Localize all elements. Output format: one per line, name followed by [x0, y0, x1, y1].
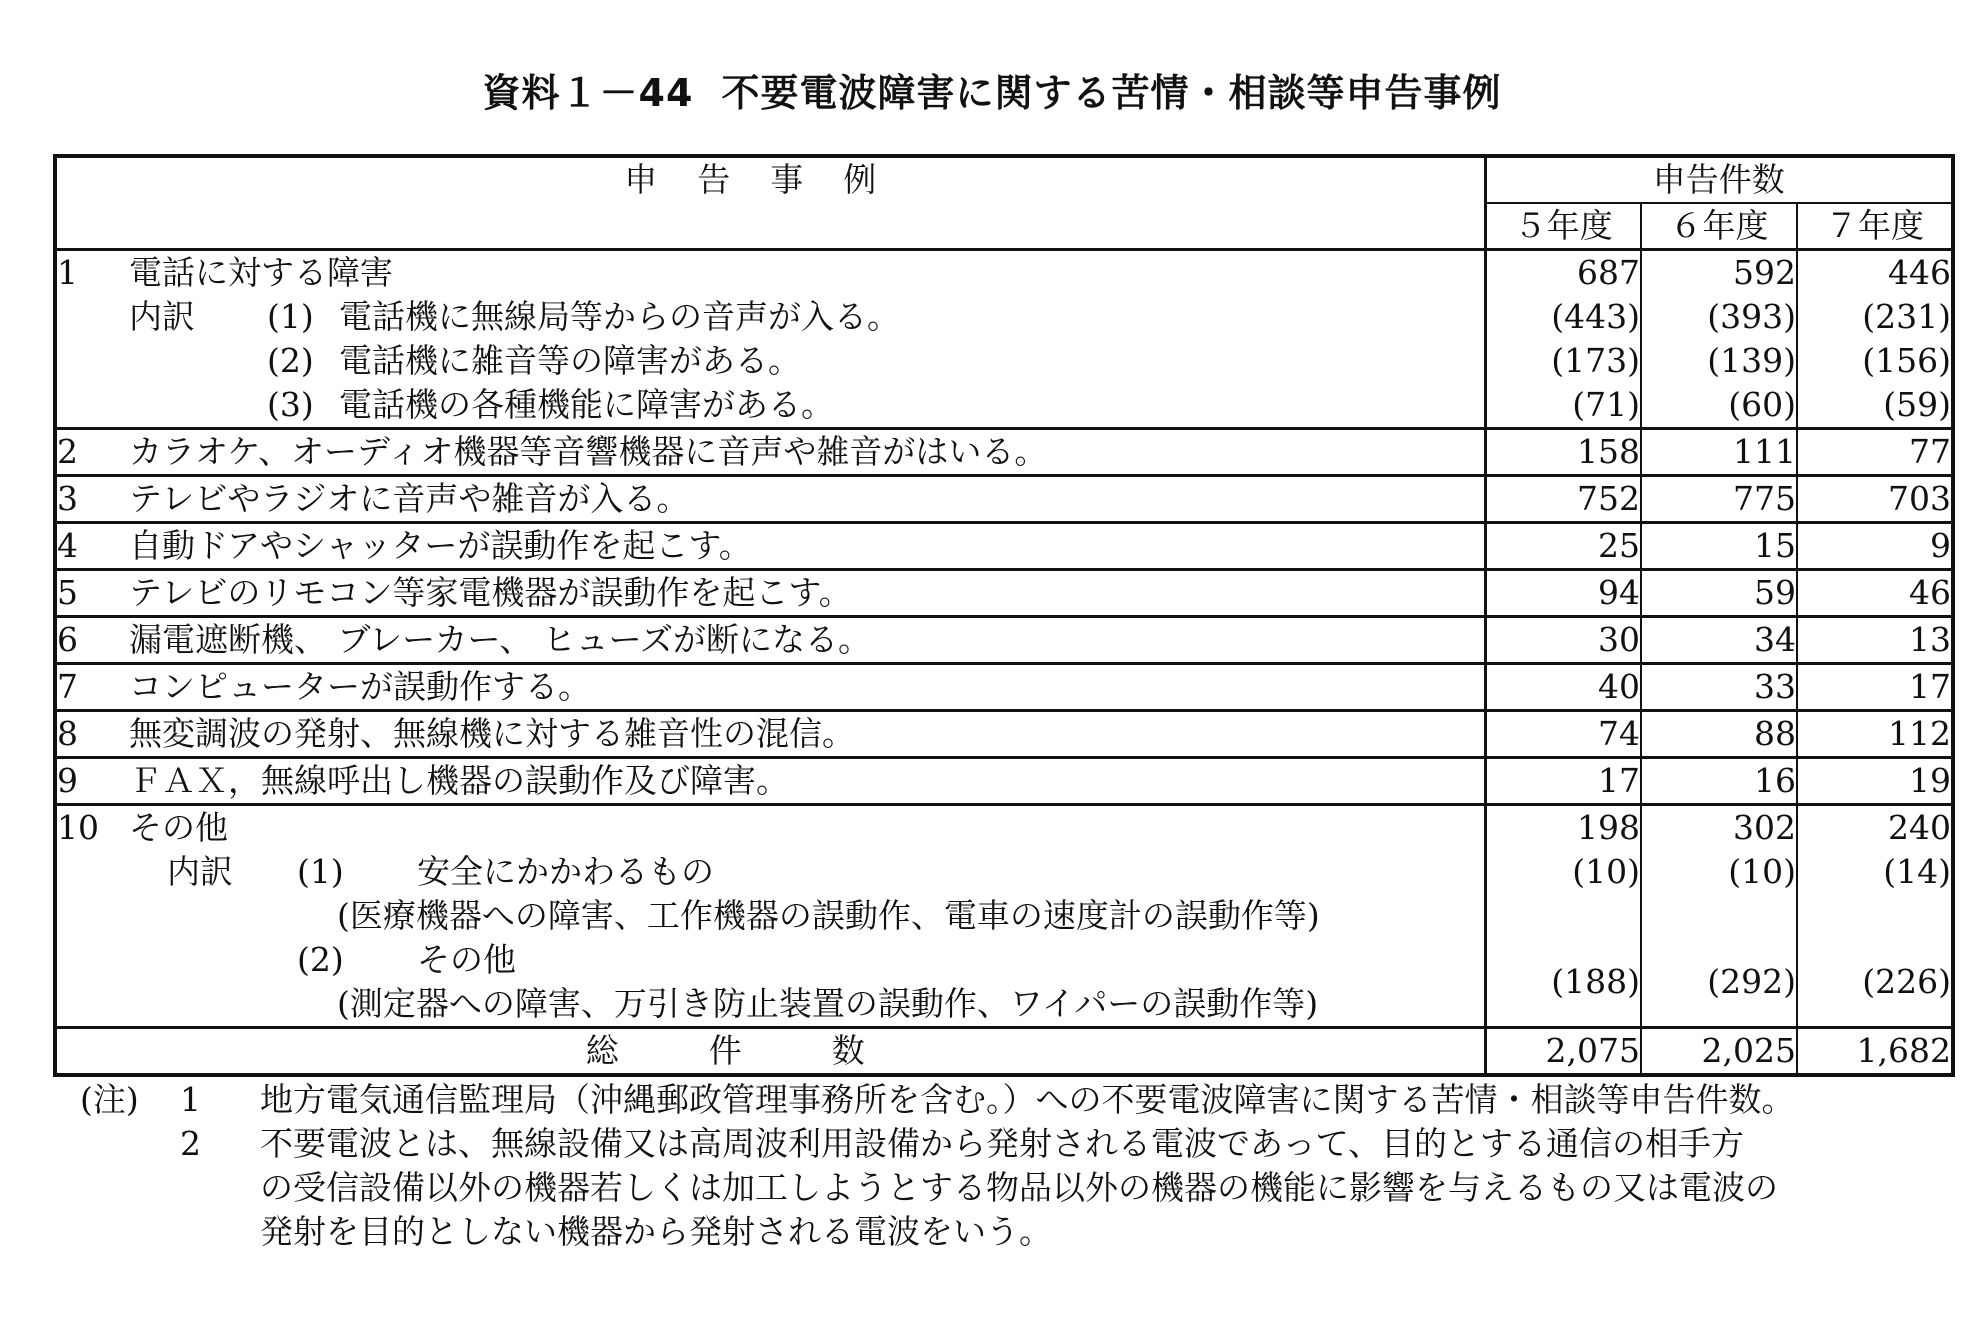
row-number: 2: [57, 432, 78, 471]
breakdown-label: 内訳: [129, 297, 195, 336]
value-cell: 16: [1641, 758, 1797, 805]
value-cell: 112: [1797, 711, 1953, 758]
complaint-table: [53, 154, 1955, 1077]
sub-number: (1): [267, 297, 314, 336]
value-cell: 752: [1485, 476, 1641, 523]
sub-detail: (測定器への障害、万引き防止装置の誤動作、ワイパーの誤動作等): [337, 984, 1319, 1023]
row-number: 6: [57, 620, 78, 659]
table-row: [55, 805, 1953, 1028]
sub-number: (2): [267, 341, 314, 380]
title-text: 不要電波障害に関する苦情・相談等申告事例: [721, 71, 1502, 115]
table-row: [55, 250, 1953, 429]
value-cell: 592 (393) (139) (60): [1641, 250, 1797, 429]
row-number: 9: [57, 761, 78, 800]
row-description: [55, 250, 1485, 429]
value-cell: 30: [1485, 617, 1641, 664]
footnotes: [80, 1078, 1980, 1254]
sub-text: 電話機に雑音等の障害がある。: [339, 341, 801, 380]
value-cell: 88: [1641, 711, 1797, 758]
value-cell: 9: [1797, 523, 1953, 570]
row-number: 5: [57, 573, 78, 612]
value-cell: 40: [1485, 664, 1641, 711]
value-cell: 74: [1485, 711, 1641, 758]
note-number: 2: [180, 1124, 201, 1163]
row-text: 無変調波の発射、無線機に対する雑音性の混信。: [129, 714, 855, 753]
sub-text: 安全にかかわるもの: [417, 852, 714, 891]
total-row: [55, 1028, 1953, 1076]
sub-detail: (医療機器への障害、工作機器の誤動作、電車の速度計の誤動作等): [337, 896, 1320, 935]
note-text: 発射を目的としない機器から発射される電波をいう。: [260, 1212, 1052, 1251]
table-row: [55, 711, 1953, 758]
row-number: 10: [57, 808, 99, 847]
row-description: [55, 805, 1485, 1028]
table-row: [55, 476, 1953, 523]
value-cell: 775: [1641, 476, 1797, 523]
value-cell: 46: [1797, 570, 1953, 617]
value-cell: 111: [1641, 429, 1797, 476]
header-year: ５年度: [1485, 203, 1641, 250]
row-text: テレビのリモコン等家電機器が誤動作を起こす。: [129, 573, 852, 612]
sub-text: 電話機に無線局等からの音声が入る。: [339, 297, 900, 336]
total-label: 総件数: [55, 1028, 1485, 1076]
value-cell: 77: [1797, 429, 1953, 476]
row-text: 電話に対する障害: [129, 253, 393, 292]
row-number: 3: [57, 479, 78, 518]
value-cell: 59: [1641, 570, 1797, 617]
row-number: 8: [57, 714, 78, 753]
note-text: の受信設備以外の機器若しくは加工しようとする物品以外の機器の機能に影響を与えるもの又は電波の: [260, 1168, 1778, 1207]
value-cell: 302 (10) (292): [1641, 805, 1797, 1028]
value-cell: 158: [1485, 429, 1641, 476]
row-text: 自動ドアやシャッターが誤動作を起こす。: [129, 526, 752, 565]
page-title: [0, 62, 1984, 117]
note-text: 地方電気通信監理局（沖縄郵政管理事務所を含む。）への不要電波障害に関する苦情・相談等申告件数。: [260, 1080, 1795, 1119]
row-number: 4: [57, 526, 78, 565]
row-number: 7: [57, 667, 78, 706]
value-cell: 33: [1641, 664, 1797, 711]
value-cell: 240 (14) (226): [1797, 805, 1953, 1028]
value-cell: 703: [1797, 476, 1953, 523]
value-cell: 198 (10) (188): [1485, 805, 1641, 1028]
sub-text: その他: [417, 940, 516, 979]
row-text: 漏電遮断機、 ブレーカー、 ヒューズが断になる。: [129, 620, 872, 659]
row-text: ＦＡＸ，無線呼出し機器の誤動作及び障害。: [129, 761, 789, 800]
row-text: テレビやラジオに音声や雑音が入る。: [129, 479, 690, 518]
value-cell: 687 (443) (173) (71): [1485, 250, 1641, 429]
note-number: 1: [180, 1080, 201, 1119]
value-cell: 19: [1797, 758, 1953, 805]
value-cell: 17: [1797, 664, 1953, 711]
table-row: [55, 429, 1953, 476]
value-cell: 34: [1641, 617, 1797, 664]
header-report-count: 申告件数: [1485, 156, 1953, 203]
value-cell: 13: [1797, 617, 1953, 664]
table-row: [55, 664, 1953, 711]
table-row: [55, 617, 1953, 664]
row-text: その他: [129, 808, 228, 847]
row-number: 1: [57, 253, 78, 292]
header-case-examples: 申告事例: [55, 156, 1485, 250]
value-cell: 446 (231) (156) (59): [1797, 250, 1953, 429]
sub-text: 電話機の各種機能に障害がある。: [339, 385, 834, 424]
title-label: 資料１－44: [482, 71, 694, 115]
note-text: 不要電波とは、無線設備又は高周波利用設備から発射される電波であって、目的とする通信の相手方: [260, 1124, 1745, 1163]
row-text: コンピューターが誤動作する。: [129, 667, 591, 706]
sub-number: (1): [297, 852, 344, 891]
value-cell: 17: [1485, 758, 1641, 805]
sub-number: (3): [267, 385, 314, 424]
value-cell: 94: [1485, 570, 1641, 617]
table-row: [55, 758, 1953, 805]
total-value: 2,075: [1485, 1028, 1641, 1076]
row-text: カラオケ、オーディオ機器等音響機器に音声や雑音がはいる。: [129, 432, 1048, 471]
table-row: [55, 523, 1953, 570]
table-row: [55, 570, 1953, 617]
note-mark: (注): [80, 1080, 139, 1119]
breakdown-label: 内訳: [167, 852, 233, 891]
total-value: 2,025: [1641, 1028, 1797, 1076]
value-cell: 25: [1485, 523, 1641, 570]
total-value: 1,682: [1856, 1031, 1952, 1070]
value-cell: 15: [1641, 523, 1797, 570]
header-year: ６年度: [1641, 203, 1797, 250]
sub-number: (2): [297, 940, 344, 979]
header-year: ７年度: [1797, 203, 1953, 250]
